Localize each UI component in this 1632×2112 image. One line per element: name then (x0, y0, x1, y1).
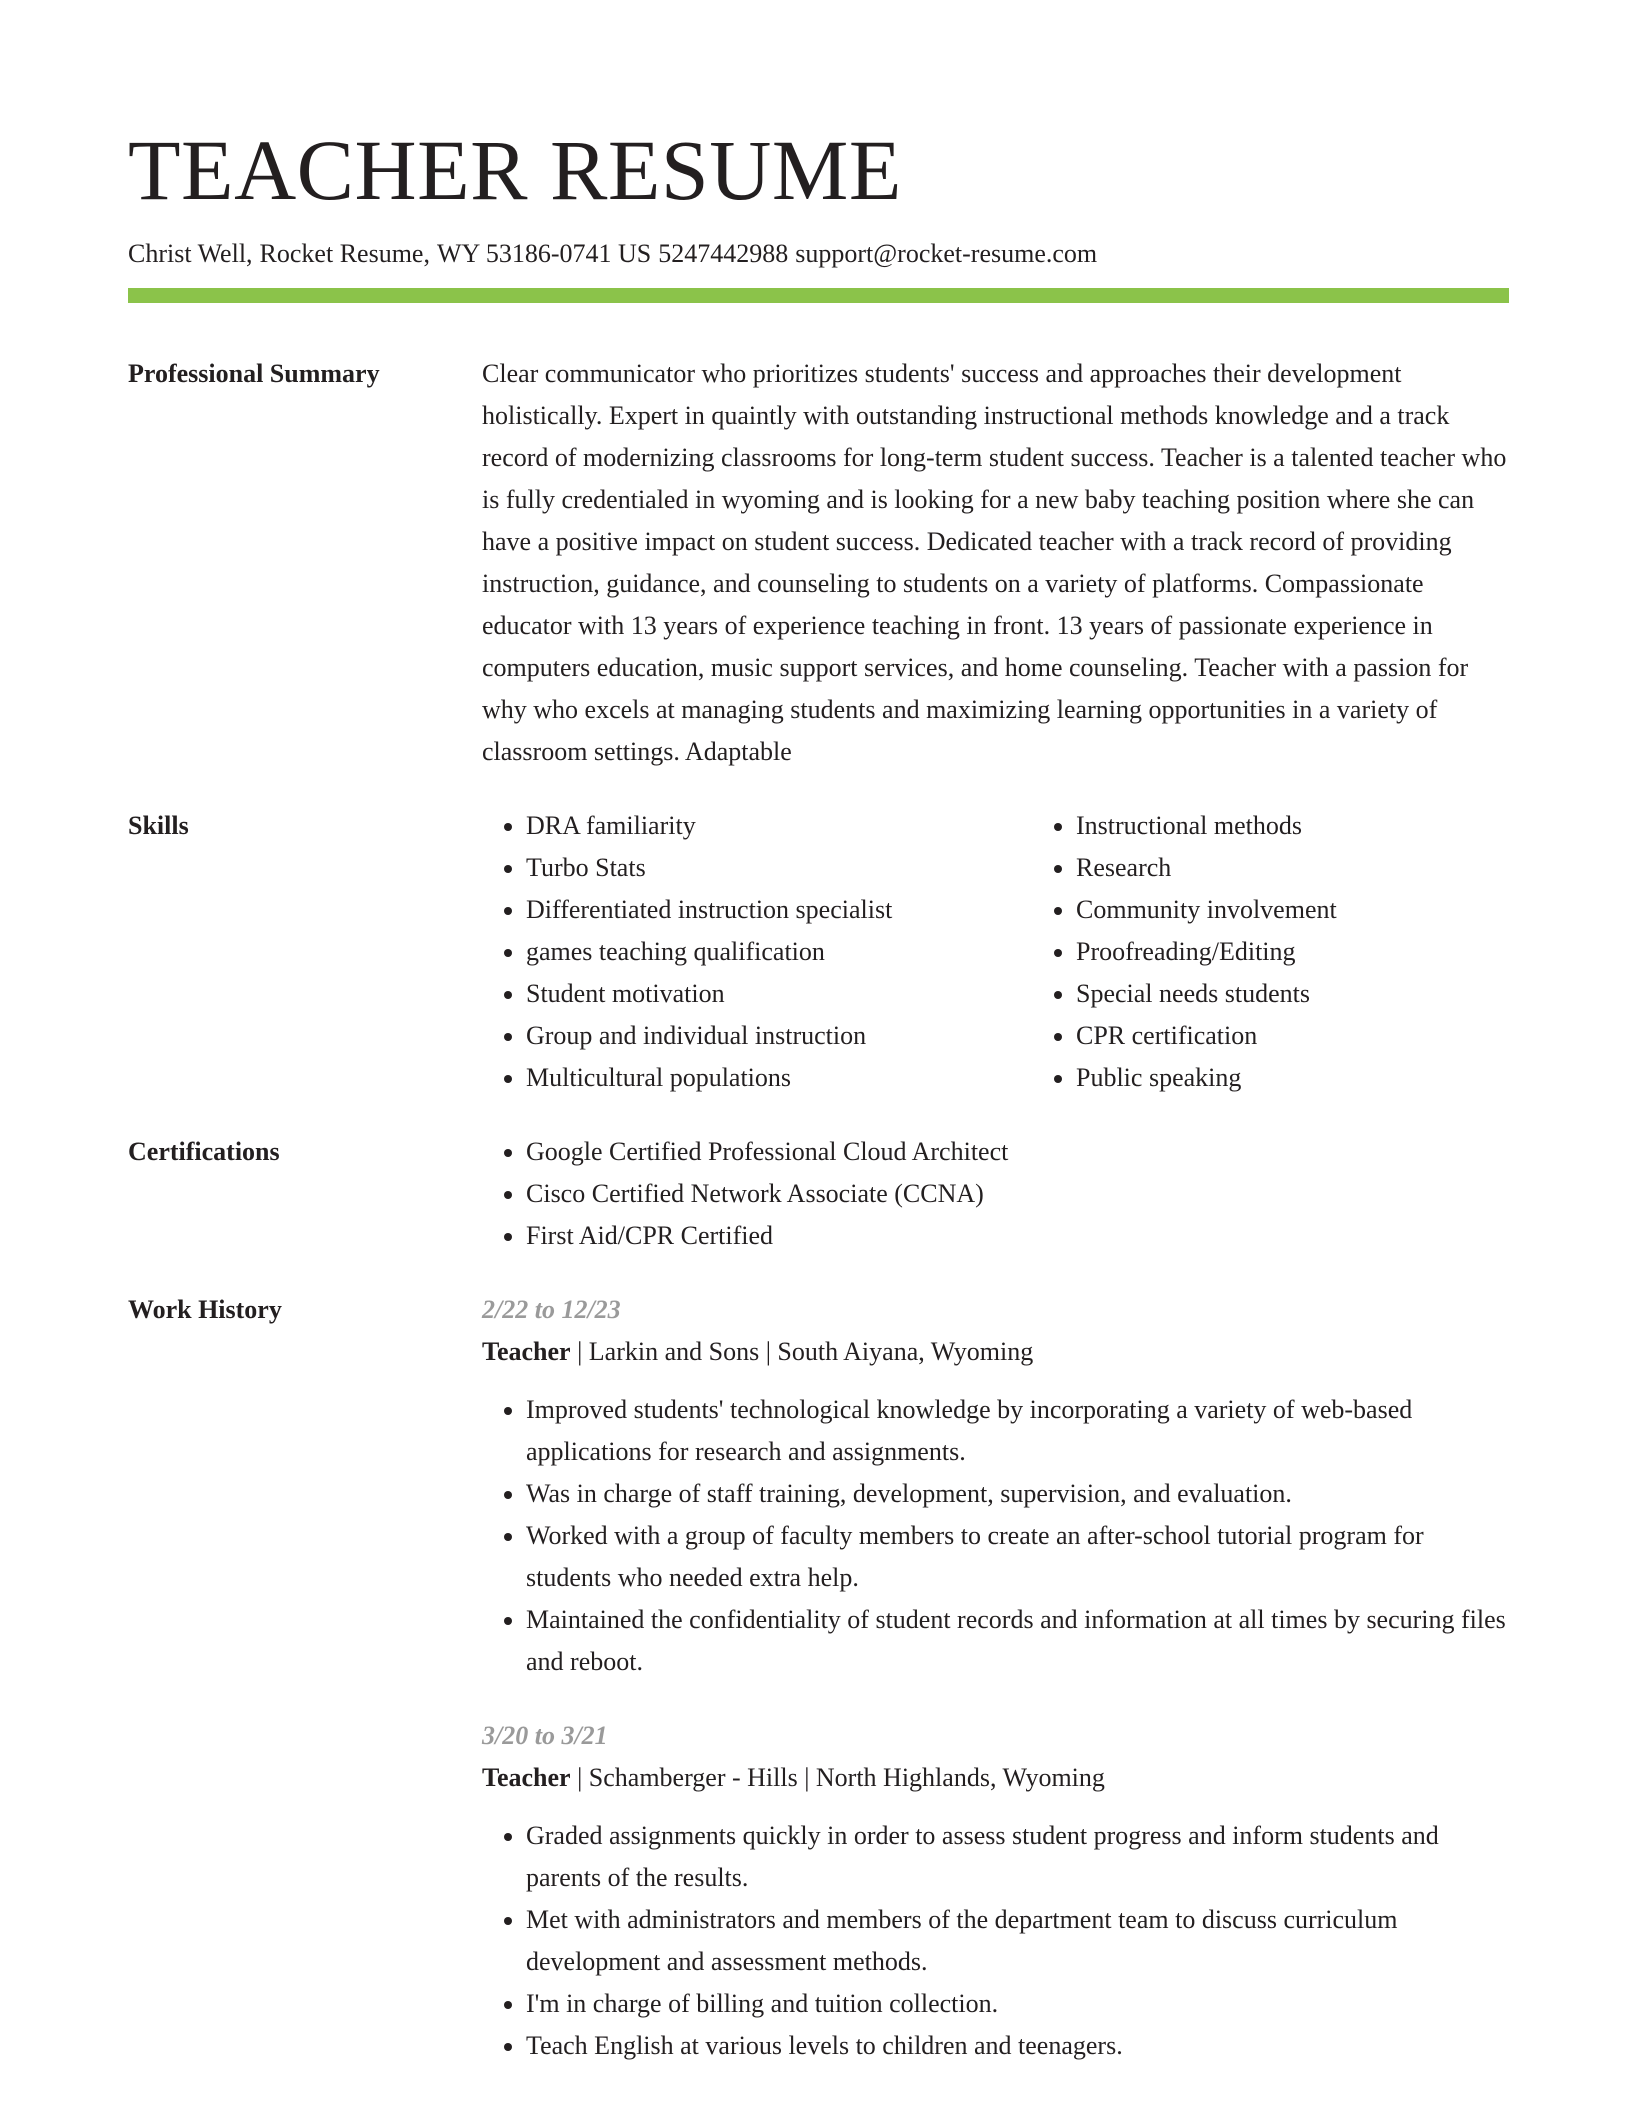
header-divider (128, 288, 1509, 303)
job-details: | Larkin and Sons | South Aiyana, Wyoming (570, 1337, 1034, 1366)
contact-company: Rocket Resume, (259, 239, 430, 268)
certification-item: • Cisco Certified Network Associate (CCNA) (526, 1173, 1509, 1215)
skill-item: • Special needs students (1076, 973, 1337, 1015)
skill-item: • Public speaking (1076, 1057, 1337, 1099)
certifications-list (482, 1131, 1509, 1257)
skills-list (482, 805, 1509, 1099)
job-bullet: • Worked with a group of faculty members to create an after-school tutorial program for students who needed extra help. (526, 1515, 1509, 1599)
job-dates: 2/22 to 12/23 (482, 1295, 621, 1324)
job-bullet: • Graded assignments quickly in order to assess student progress and inform students and parents of the results. (526, 1815, 1509, 1899)
job-title-line (482, 1757, 1509, 1799)
contact-line (128, 236, 1509, 272)
contact-email[interactable]: support@rocket-resume.com (795, 239, 1098, 268)
skill-item: • DRA familiarity (526, 805, 1032, 847)
skill-item: • Student motivation (526, 973, 1032, 1015)
certification-item: • Google Certified Professional Cloud Architect (526, 1131, 1509, 1173)
job-bullet: • Teach English at various levels to children and teenagers. (526, 2025, 1509, 2067)
work-history-body (482, 1289, 1509, 2067)
skill-item: • Turbo Stats (526, 847, 1032, 889)
job-title-line (482, 1331, 1509, 1373)
job-bullet: • Maintained the confidentiality of student records and information at all times by securing files and reboot. (526, 1599, 1509, 1683)
work-history-section (128, 1289, 1509, 2067)
job-entry (482, 1715, 1509, 2067)
summary-text: Clear communicator who prioritizes students' success and approaches their development holistically. Expert in quaintly with outstanding instructional methods knowledge and a track record of modernizing classrooms for long-term student success. Teacher is a talented teacher who is fully credentialed in wyoming and is looking for a new baby teaching position where she can have a positive impact on student success. Dedicated teacher with a track record of providing instruction, guidance, and counseling to students on a variety of platforms. Compassionate educator with 13 years of experience teaching in front. 13 years of passionate experience in computers education, music support services, and home counseling. Teacher with a passion for why who excels at managing students and maximizing learning opportunities in a variety of classroom settings. Adaptable (482, 359, 1507, 766)
skills-column-2 (1032, 805, 1337, 1099)
resume-title: TEACHER RESUME (128, 122, 902, 218)
certifications-heading: Certifications (128, 1137, 280, 1166)
skill-item: • Instructional methods (1076, 805, 1337, 847)
skill-item: • Research (1076, 847, 1337, 889)
skills-column-1 (482, 805, 1032, 1099)
skill-item: • Differentiated instruction specialist (526, 889, 1032, 931)
job-dates: 3/20 to 3/21 (482, 1721, 608, 1750)
skills-heading: Skills (128, 811, 189, 840)
job-entry (482, 1289, 1509, 1683)
job-bullets (482, 1389, 1509, 1683)
skill-item: • CPR certification (1076, 1015, 1337, 1057)
job-bullet: • Met with administrators and members of the department team to discuss curriculum development and assessment methods. (526, 1899, 1509, 1983)
contact-name: Christ Well, (128, 239, 253, 268)
summary-section (128, 353, 1509, 773)
resume-page (128, 118, 1509, 2067)
skills-section (128, 805, 1509, 1099)
certifications-body (482, 1131, 1509, 1257)
skill-item: • Proofreading/Editing (1076, 931, 1337, 973)
summary-heading: Professional Summary (128, 359, 380, 388)
certification-item: • First Aid/CPR Certified (526, 1215, 1509, 1257)
skill-item: • Multicultural populations (526, 1057, 1032, 1099)
job-role: Teacher (482, 1337, 571, 1366)
contact-address: WY 53186-0741 US (436, 239, 652, 268)
job-details: | Schamberger - Hills | North Highlands, Wyoming (570, 1763, 1105, 1792)
job-bullet: • I'm in charge of billing and tuition collection. (526, 1983, 1509, 2025)
skill-item: • Group and individual instruction (526, 1015, 1032, 1057)
job-role: Teacher (482, 1763, 571, 1792)
job-bullet: • Improved students' technological knowledge by incorporating a variety of web-based applications for research and assignments. (526, 1389, 1509, 1473)
certifications-section (128, 1131, 1509, 1257)
job-bullet: • Was in charge of staff training, development, supervision, and evaluation. (526, 1473, 1509, 1515)
contact-phone: 5247442988 (658, 239, 789, 268)
skill-item: • games teaching qualification (526, 931, 1032, 973)
work-history-heading: Work History (128, 1295, 282, 1324)
skill-item: • Community involvement (1076, 889, 1337, 931)
job-bullets (482, 1815, 1509, 2067)
